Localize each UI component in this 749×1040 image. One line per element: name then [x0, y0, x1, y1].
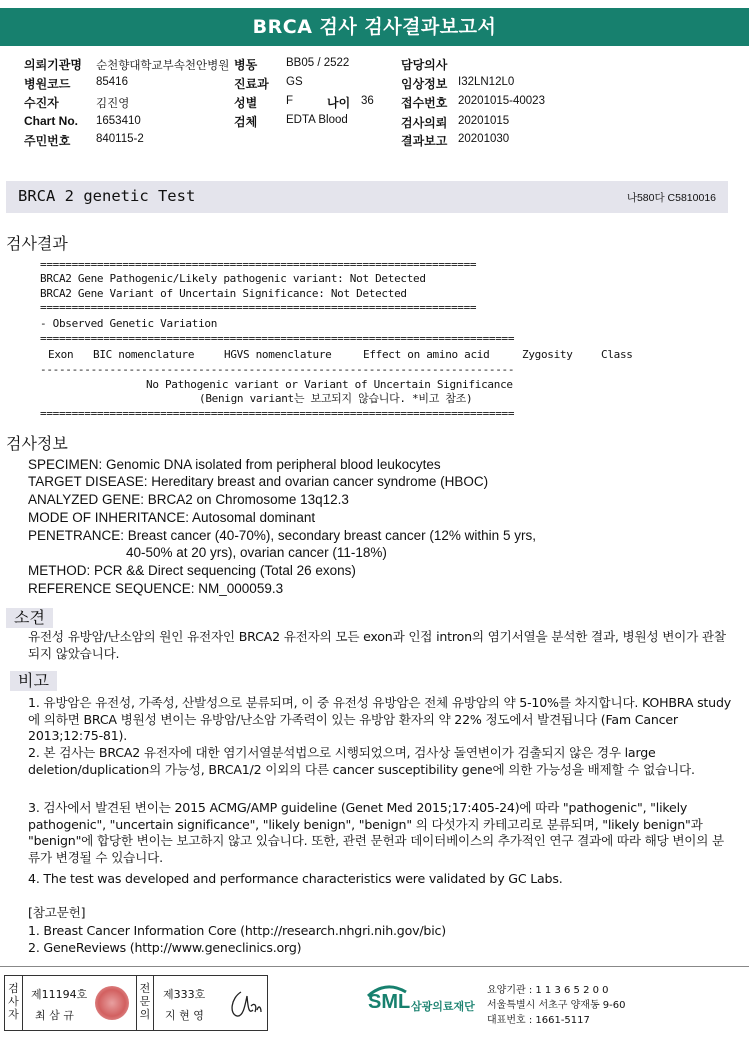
opinion-text: 유전성 유방암/난소암의 원인 유전자인 BRCA2 유전자의 모든 exon과 인접 intron의 염기서열을 분석한 결과, 병원성 변이가 관찰되지 않았습니다. — [28, 629, 726, 661]
info-specimen: SPECIMEN: Genomic DNA isolated from peripheral blood leukocytes — [28, 457, 441, 472]
rule-double-1: ===================================================================== — [40, 258, 477, 271]
institution-label: 의뢰기관명 — [24, 58, 82, 72]
ref-2: 2. GeneReviews (http://www.geneclinics.org) — [28, 940, 302, 955]
institution-value: 순천향대학교부속천안병원 — [96, 60, 230, 72]
patient-label: 수진자 — [24, 96, 59, 110]
report-value: 20201030 — [458, 133, 510, 145]
ward-value: BB05 / 2522 — [286, 57, 350, 69]
address: 서울특별시 서초구 양재동 9-60 — [487, 1000, 626, 1011]
phone: 대표번호 : 1661-5117 — [487, 1015, 590, 1026]
info-reference: REFERENCE SEQUENCE: NM_000059.3 — [28, 581, 284, 596]
no-variant-line: No Pathogenic variant or Variant of Uncertain Significance — [146, 378, 513, 391]
expert-label: 전 문 의 — [136, 976, 154, 1030]
sml-logo-text: SML — [368, 991, 411, 1013]
col-exon: Exon — [48, 348, 74, 361]
sex-label: 성별 — [234, 96, 258, 110]
remark-2: 2. 본 검사는 BRCA2 유전자에 대한 염기서열분석법으로 시행되었으며, 검사상 돌연변이가 검출되지 않은 경우 large deletion/duplication의 가능성, BRCA1/2 이외의 다른 cancer susceptibility gene에 의한 가능성을 배제할 수 없습니다. — [28, 745, 695, 777]
info-disease: TARGET DISEASE: Hereditary breast and ovarian cancer syndrome (HBOC) — [28, 474, 489, 489]
request-label: 검사의뢰 — [401, 116, 448, 130]
result-line-2: BRCA2 Gene Variant of Uncertain Significance: Not Detected — [40, 287, 407, 300]
age-value: 36 — [361, 95, 374, 107]
remarks-heading: 비고 — [10, 671, 57, 691]
signature-box — [4, 975, 268, 1031]
dept-label: 진료과 — [234, 77, 269, 91]
remark-1: 1. 유방암은 유전성, 가족성, 산발성으로 분류되며, 이 중 유전성 유방암은 전체 유방암의 약 5-10%를 차지합니다. KOHBRA study에 의하면 BRCA 병원성 변이는 유방암/난소암 가족력이 있는 유방암 환자의 약 22% 정도에서 발견됩니다 (Fam Cancer 2013;12:75-81). — [28, 695, 731, 744]
chart-label: Chart No. — [24, 114, 78, 128]
age-label: 나이 — [327, 96, 351, 110]
observed-variation: - Observed Genetic Variation — [40, 317, 218, 330]
sml-logo-name: 삼광의료재단 — [411, 1000, 475, 1013]
test-name-bar — [6, 181, 728, 213]
hospital-code-label: 병원코드 — [24, 77, 71, 91]
results-heading: 검사결과 — [6, 234, 68, 253]
benign-note-line: (Benign variant는 보고되지 않습니다. *비고 참조) — [199, 392, 473, 405]
rule-dash: --------------------------------------------------------------------------- — [40, 363, 515, 376]
info-method: METHOD: PCR && Direct sequencing (Total 26 exons) — [28, 563, 356, 578]
rule-long-1: =========================================================================== — [40, 332, 515, 345]
id-label: 주민번호 — [24, 134, 71, 148]
tester-label: 검 사 자 — [5, 976, 23, 1030]
hospital-code-value: 85416 — [96, 76, 128, 88]
dept-value: GS — [286, 76, 303, 88]
receipt-label: 접수번호 — [401, 96, 448, 110]
request-value: 20201015 — [458, 115, 510, 127]
chart-value: 1653410 — [96, 115, 141, 127]
test-code: 나580다 C5810016 — [626, 192, 716, 204]
col-zygosity: Zygosity — [522, 348, 573, 361]
ref-1: 1. Breast Cancer Information Core (http://research.nhgri.nih.gov/bic) — [28, 923, 446, 938]
ref-heading: [참고문헌] — [28, 905, 86, 920]
col-effect: Effect on amino acid — [363, 348, 490, 361]
info-penetrance-2: 40-50% at 20 yrs), ovarian cancer (11-18%) — [126, 545, 387, 560]
remark-3: 3. 검사에서 발견된 변이는 2015 ACMG/AMP guideline (Genet Med 2015;17:405-24)에 따라 "pathogenic", "likely pathogenic", "uncertain significance", "likely benign", "benign" 의 다섯가지 카테고리로 분류되며, "likely benign"과 "benign"에 합당한 변이는 보고하지 않고 있습니다. 또한, 관련 문헌과 데이터베이스의 추가적인 연구 결과에 따라 해당 변이의 분류가 변경될 수 있습니다. — [28, 800, 724, 866]
doctor-label: 담당의사 — [401, 58, 448, 72]
patient-value: 김진영 — [96, 98, 130, 110]
expert-number: 제333호 — [163, 988, 206, 1001]
receipt-value: 20201015-40023 — [458, 95, 545, 107]
specimen-value: EDTA Blood — [286, 114, 348, 126]
expert-name: 지 현 영 — [165, 1009, 204, 1022]
sex-value: F — [286, 95, 294, 107]
col-hgvs: HGVS nomenclature — [224, 348, 332, 361]
info-heading: 검사정보 — [6, 434, 68, 453]
specimen-label: 검체 — [234, 115, 258, 129]
report-title: BRCA 검사 검사결과보고서 — [0, 8, 749, 46]
report-label: 결과보고 — [401, 134, 448, 148]
info-penetrance-1: PENETRANCE: Breast cancer (40-70%), secondary breast cancer (12% within 5 yrs, — [28, 528, 536, 543]
remark-4: 4. The test was developed and performance characteristics were validated by GC Labs. — [28, 871, 563, 886]
rule-long-2: =========================================================================== — [40, 407, 515, 420]
opinion-heading: 소견 — [6, 608, 53, 628]
col-bic: BIC nomenclature — [93, 348, 195, 361]
footer-divider — [0, 966, 749, 967]
tester-name: 최 삼 규 — [35, 1009, 74, 1022]
tester-number: 제11194호 — [31, 988, 88, 1001]
ward-label: 병동 — [234, 58, 258, 72]
test-name: BRCA 2 genetic Test — [18, 187, 196, 205]
info-gene: ANALYZED GENE: BRCA2 on Chromosome 13q12.3 — [28, 492, 349, 507]
rule-double-2: ===================================================================== — [40, 301, 477, 314]
signature-image — [223, 984, 263, 1022]
col-class: Class — [601, 348, 633, 361]
care-code: 요양기관 : 1 1 3 6 5 2 0 0 — [487, 985, 609, 996]
id-value: 840115-2 — [96, 133, 144, 145]
result-line-1: BRCA2 Gene Pathogenic/Likely pathogenic variant: Not Detected — [40, 272, 426, 285]
seal-stamp — [95, 986, 129, 1020]
info-inheritance: MODE OF INHERITANCE: Autosomal dominant — [28, 510, 316, 525]
clinical-label: 임상정보 — [401, 77, 448, 91]
clinical-value: I32LN12L0 — [458, 76, 515, 88]
